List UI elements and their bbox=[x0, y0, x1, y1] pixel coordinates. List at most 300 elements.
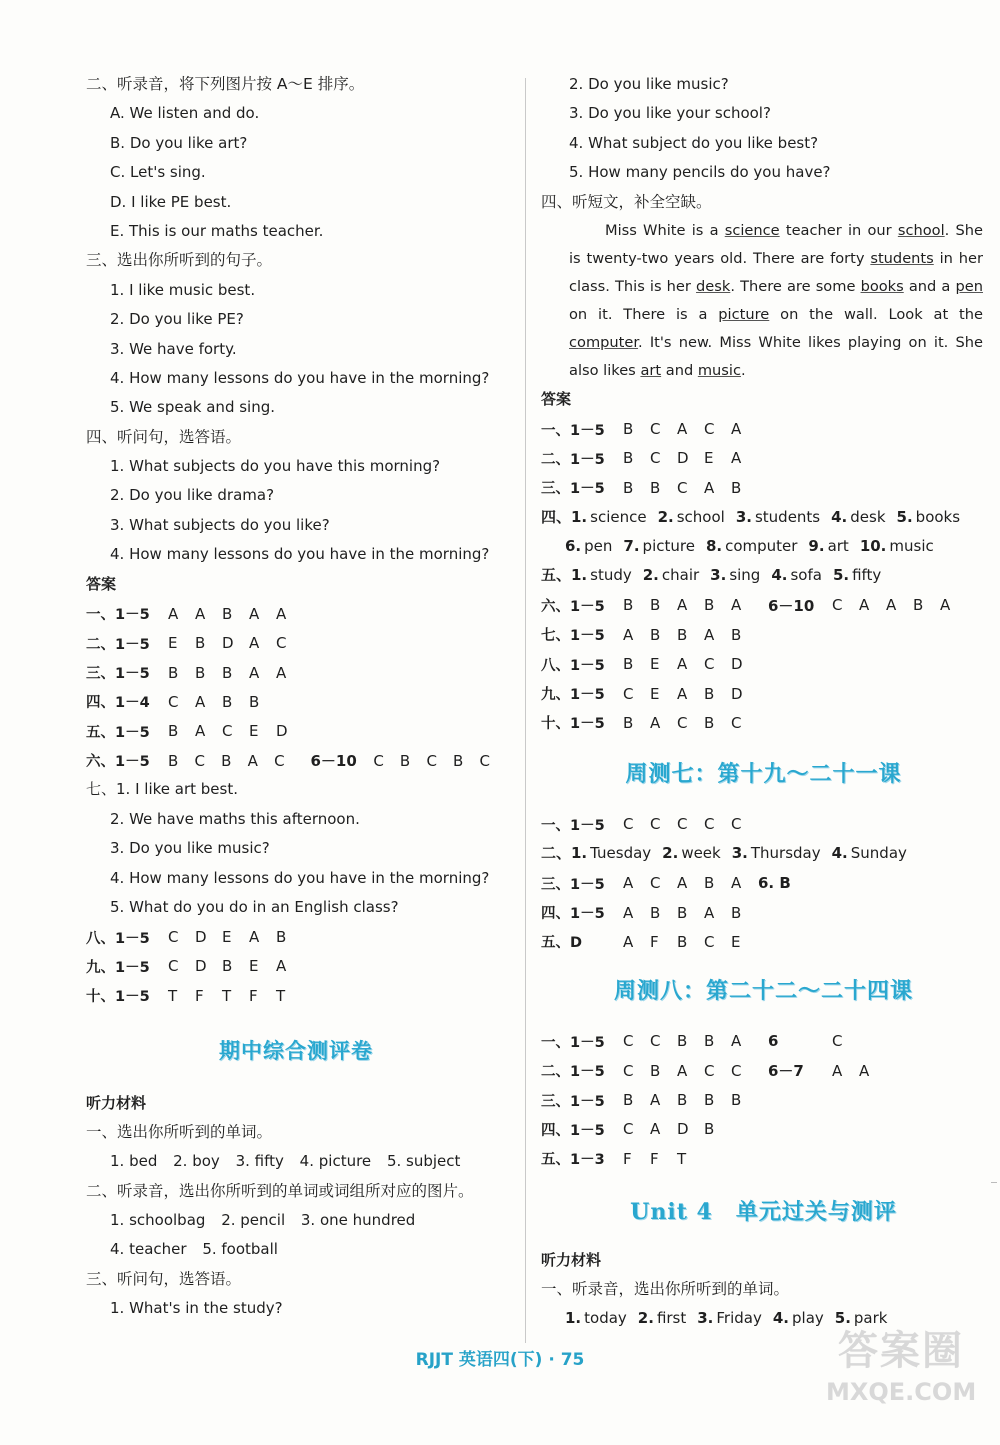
answer-value: A bbox=[886, 596, 897, 615]
answer-value: C bbox=[168, 928, 179, 947]
section-heading: 四、听短文，补全空缺。 bbox=[541, 192, 712, 211]
answer-value: B bbox=[913, 596, 924, 615]
answer-value: A bbox=[677, 1061, 688, 1080]
answer-value: D bbox=[731, 655, 743, 674]
left-column bbox=[86, 70, 506, 1324]
word-list bbox=[86, 1147, 506, 1176]
list-item: 4. What subject do you like best? bbox=[569, 133, 819, 152]
answer-row bbox=[541, 708, 986, 737]
list-item: 2. Do you like drama? bbox=[110, 486, 275, 505]
passage-segment: teacher in our bbox=[779, 221, 898, 239]
answer-7-list bbox=[86, 805, 506, 923]
answer-number: 9. bbox=[808, 536, 825, 555]
answer-value: A bbox=[249, 604, 260, 623]
answer-row bbox=[541, 1056, 986, 1085]
answer-value: E bbox=[650, 655, 660, 674]
answer-word bbox=[643, 561, 699, 590]
answer-value: B bbox=[704, 684, 715, 703]
midterm-title: 期中综合测评卷 bbox=[219, 1037, 373, 1063]
answer-value: C bbox=[373, 751, 384, 770]
unit4-title: Unit 4 单元过关与测评 bbox=[630, 1198, 897, 1225]
answer-value: A bbox=[249, 663, 260, 682]
answer-value: C bbox=[704, 420, 715, 439]
w8-row-2 bbox=[541, 1056, 986, 1085]
list-item: 1. I like music best. bbox=[110, 280, 256, 299]
list-item: 3. Do you like your school? bbox=[569, 104, 771, 123]
list-item: C. Let's sing. bbox=[110, 163, 206, 182]
answer-number: 5. bbox=[834, 1309, 851, 1328]
list-item: B. Do you like art? bbox=[110, 133, 248, 152]
answer-value: F bbox=[195, 986, 204, 1005]
answer-value: B bbox=[195, 663, 206, 682]
answer-value: B bbox=[677, 1091, 688, 1110]
answer-value: D bbox=[677, 449, 689, 468]
answer-label: 二、1－5 bbox=[541, 451, 605, 468]
answer-value: A bbox=[247, 751, 258, 770]
answer-label: 一、1－5 bbox=[541, 422, 605, 439]
answer-row bbox=[541, 927, 986, 956]
passage-segment: Miss White is a bbox=[605, 221, 725, 239]
answer-number: 5. bbox=[832, 566, 850, 585]
passage-segment: . bbox=[741, 361, 746, 379]
answer-text: picture bbox=[642, 536, 695, 555]
answer-value: B bbox=[650, 478, 661, 497]
answer-words-4b bbox=[541, 532, 986, 561]
filled-blank: picture bbox=[718, 305, 770, 323]
word-list bbox=[86, 1206, 506, 1235]
answer-value: C bbox=[731, 1061, 742, 1080]
word-list bbox=[86, 1235, 506, 1264]
answer-word bbox=[541, 561, 632, 590]
answer-value: A bbox=[276, 957, 287, 976]
answer-word bbox=[710, 561, 760, 590]
answer-value: A bbox=[731, 596, 742, 615]
answer-value: B bbox=[650, 903, 661, 922]
w8-row-4 bbox=[541, 1115, 986, 1144]
section-heading: 二、听录音，将下列图片按 A～E 排序。 bbox=[86, 75, 365, 93]
answer-value: A bbox=[195, 692, 206, 711]
answer-value: B bbox=[249, 692, 260, 711]
answer-row bbox=[86, 981, 506, 1010]
answer-value: A bbox=[623, 874, 634, 893]
sec3-list bbox=[86, 276, 506, 423]
answer-text: pen bbox=[584, 536, 613, 555]
answer-value: C bbox=[222, 722, 233, 741]
answer-rows bbox=[86, 922, 506, 1010]
answer-value: D bbox=[195, 957, 207, 976]
answer-word bbox=[732, 839, 821, 868]
list-item: E. This is our maths teacher. bbox=[110, 221, 324, 240]
sec4-list bbox=[86, 452, 506, 570]
week8-title: 周测八：第二十二～二十四课 bbox=[613, 977, 913, 1004]
answer-value: T bbox=[276, 986, 286, 1005]
answer-text: week bbox=[681, 844, 721, 863]
answer-text: sing bbox=[729, 566, 761, 585]
answer-number: 5. bbox=[896, 507, 913, 526]
answer-word bbox=[771, 561, 822, 590]
answer-label: 四、1－5 bbox=[541, 906, 605, 922]
list-item: 3. We have forty. bbox=[110, 339, 237, 358]
answer-word bbox=[541, 503, 647, 532]
passage-segment: . It's new. Miss White likes playing on it. She also likes bbox=[569, 333, 983, 379]
answer-rows bbox=[541, 414, 986, 502]
answer-value: B bbox=[704, 1091, 715, 1110]
list-item: A. We listen and do. bbox=[110, 104, 260, 123]
answer-text: Tuesday bbox=[590, 844, 652, 863]
answer-number: 3. bbox=[697, 1309, 714, 1328]
answer-text: Thursday bbox=[750, 844, 821, 863]
answer-row bbox=[541, 868, 986, 897]
answer-text: Sunday bbox=[850, 844, 907, 863]
section-heading: 一、选出你所听到的单词。 bbox=[86, 1122, 273, 1141]
answer-text: music bbox=[889, 536, 934, 555]
answer-value: B bbox=[677, 932, 688, 951]
answer-value: D bbox=[731, 684, 743, 703]
answer-value: B bbox=[704, 1120, 715, 1139]
answer-value: C bbox=[677, 478, 688, 497]
w7-row-1 bbox=[541, 810, 986, 839]
list-item: 3. Do you like music? bbox=[110, 839, 270, 858]
answer-value: C bbox=[731, 713, 742, 732]
answer-value: C bbox=[623, 1120, 634, 1139]
answer-text: chair bbox=[661, 566, 700, 585]
answer-row bbox=[86, 922, 506, 951]
answer-row bbox=[86, 717, 506, 746]
answer-row bbox=[541, 444, 986, 473]
answer-value: A bbox=[623, 903, 634, 922]
passage-segment: and bbox=[661, 361, 698, 379]
passage-segment: and a bbox=[903, 277, 956, 295]
w7-row-4 bbox=[541, 898, 986, 927]
answer-word bbox=[808, 532, 848, 561]
answer-label: 三、1－5 bbox=[86, 666, 150, 682]
answer-value: F bbox=[650, 932, 659, 951]
column-divider bbox=[525, 78, 526, 1343]
answer-value: B bbox=[623, 655, 634, 674]
listening-heading: 听力材料 bbox=[86, 1093, 147, 1112]
answer-value: C bbox=[426, 751, 437, 770]
answer-value: A bbox=[623, 625, 634, 644]
answer-label: 6－7 bbox=[768, 1062, 804, 1081]
answer-text: books bbox=[915, 507, 961, 526]
answer-value: C bbox=[194, 751, 206, 770]
answer-value: A bbox=[731, 420, 742, 439]
answer-words-4a bbox=[541, 503, 986, 532]
answer-value: B bbox=[731, 478, 742, 497]
answer-row bbox=[541, 473, 986, 502]
filled-blank: computer bbox=[569, 333, 639, 351]
answer-value: A bbox=[731, 449, 742, 468]
answer-value: C bbox=[704, 932, 715, 951]
answer-word bbox=[736, 503, 820, 532]
answer-label: 一、1－5 bbox=[541, 1034, 605, 1051]
word-item: 5. football bbox=[202, 1240, 278, 1259]
answer-value: C bbox=[731, 815, 742, 834]
answer-value: A bbox=[832, 1061, 843, 1080]
answer-number: 二、1. bbox=[541, 844, 588, 863]
section-heading: 三、听问句，选答语。 bbox=[86, 1269, 242, 1288]
list-item: 2. Do you like music? bbox=[569, 75, 729, 93]
filled-blank: desk bbox=[696, 277, 731, 295]
answer-row bbox=[86, 658, 506, 687]
word-item: 1. bed bbox=[110, 1152, 158, 1171]
answer-value: E bbox=[731, 932, 741, 951]
answer-value: C bbox=[677, 815, 688, 834]
word-item: 1. schoolbag bbox=[110, 1211, 206, 1230]
answer-number: 10. bbox=[859, 536, 887, 555]
answer-text: first bbox=[656, 1309, 687, 1328]
answer-value: A bbox=[623, 932, 634, 951]
answer-value: T bbox=[168, 986, 178, 1005]
answer-value: A bbox=[677, 420, 688, 439]
answer-value: A bbox=[650, 1120, 661, 1139]
answer-value: A bbox=[195, 604, 206, 623]
answer-value: B bbox=[650, 596, 661, 615]
answer-row bbox=[541, 1144, 986, 1173]
answer-value: F bbox=[249, 986, 258, 1005]
answer-text: students bbox=[754, 507, 821, 526]
answer-label: 一、1－5 bbox=[541, 817, 605, 834]
answer-label: 五、1－3 bbox=[541, 1152, 605, 1169]
answer-word bbox=[662, 839, 721, 868]
answer-value: B bbox=[704, 874, 715, 893]
list-item: 3. What subjects do you like? bbox=[110, 515, 330, 534]
answer-value: E bbox=[650, 684, 660, 703]
answer-number: 3. bbox=[735, 507, 752, 526]
answer-row bbox=[541, 898, 986, 927]
answer-value: B bbox=[650, 1061, 661, 1080]
answer-row bbox=[86, 628, 506, 657]
answer-value: C bbox=[650, 815, 661, 834]
answers-heading: 答案 bbox=[541, 389, 572, 408]
list-item: 1. What's in the study? bbox=[110, 1299, 283, 1318]
section-heading: 四、听问句，选答语。 bbox=[86, 427, 242, 446]
answer-value: C bbox=[623, 1061, 634, 1080]
answer-label: 六、1－5 bbox=[86, 754, 150, 771]
answer-number: 2. bbox=[642, 566, 659, 585]
answer-number: 五、1. bbox=[541, 566, 588, 585]
answer-word bbox=[860, 532, 934, 561]
answer-label: 五、1－5 bbox=[86, 724, 150, 741]
answer-text: computer bbox=[725, 536, 798, 555]
answer-value: B bbox=[623, 478, 634, 497]
answer-value: A bbox=[731, 874, 742, 893]
answer-value: F bbox=[650, 1149, 659, 1168]
filled-blank: students bbox=[870, 249, 934, 267]
answer-number: 四、1. bbox=[541, 507, 588, 526]
edge-mark bbox=[991, 1182, 997, 1183]
answer-value: A bbox=[650, 713, 661, 732]
answer-value: B bbox=[452, 751, 464, 770]
answer-value: D bbox=[222, 634, 234, 653]
answer-word bbox=[638, 1304, 686, 1333]
answer-number: 2. bbox=[657, 507, 674, 526]
answer-words-5 bbox=[541, 561, 986, 590]
answer-value: C bbox=[479, 751, 490, 770]
answer-value: A bbox=[704, 478, 715, 497]
answer-text: sofa bbox=[790, 566, 822, 585]
answer-rows bbox=[86, 599, 506, 746]
answer-value: B bbox=[677, 903, 688, 922]
answer-value: B bbox=[704, 596, 715, 615]
answer-value: B bbox=[650, 625, 661, 644]
filled-blank: school bbox=[897, 221, 945, 239]
answer-value: E bbox=[704, 449, 714, 468]
answer-row bbox=[86, 746, 506, 775]
answer-value: B bbox=[195, 634, 206, 653]
answer-text: today bbox=[584, 1309, 627, 1328]
answer-value: B bbox=[222, 604, 233, 623]
answer-label: 八、1－5 bbox=[541, 657, 605, 674]
answer-number: 4. bbox=[831, 507, 848, 526]
answer-row-6 bbox=[541, 591, 986, 620]
list-item: D. I like PE best. bbox=[110, 192, 232, 211]
answer-label: 二、1－5 bbox=[86, 636, 150, 653]
w7-row-3 bbox=[541, 868, 986, 897]
answer-value: A bbox=[940, 596, 951, 615]
answer-value: E bbox=[168, 634, 178, 653]
answer-label: 6－10 bbox=[310, 752, 357, 771]
answer-value: D bbox=[195, 928, 207, 947]
answer-value: A bbox=[249, 928, 260, 947]
answer-rows bbox=[541, 620, 986, 738]
section-heading: 一、听录音，选出你所听到的单词。 bbox=[541, 1279, 790, 1298]
answer-value: E bbox=[222, 928, 232, 947]
answer-value: B bbox=[623, 1091, 634, 1110]
answer-value: A bbox=[704, 625, 715, 644]
passage-segment: in her class. This is her bbox=[569, 249, 984, 295]
answer-value: A bbox=[704, 903, 715, 922]
passage-segment: . She is twenty-two years old. There are forty bbox=[569, 221, 983, 267]
list-item: 2. Do you like PE? bbox=[110, 310, 244, 329]
answer-text: art bbox=[827, 536, 849, 555]
answer-word bbox=[565, 1304, 627, 1333]
answer-value: B bbox=[677, 625, 688, 644]
watermark-text: 答案圈 bbox=[838, 1328, 964, 1374]
answer-number: 6. bbox=[565, 536, 582, 555]
filled-blank: science bbox=[724, 221, 780, 239]
answer-label: 九、1－5 bbox=[86, 959, 150, 976]
section-heading: 三、选出你所听到的句子。 bbox=[86, 251, 273, 270]
answer-text: Friday bbox=[716, 1309, 762, 1328]
answer-value: E bbox=[249, 722, 259, 741]
answer-value: A bbox=[677, 655, 688, 674]
answer-value: B bbox=[222, 663, 233, 682]
answer-label: 八、1－5 bbox=[86, 930, 150, 947]
answer-label: 九、1－5 bbox=[541, 687, 605, 704]
list-item: 4. How many lessons do you have in the morning? bbox=[110, 368, 490, 387]
answer-text: science bbox=[590, 507, 647, 526]
passage-segment: on it. There is a bbox=[569, 305, 719, 323]
answer-value: B bbox=[731, 1091, 742, 1110]
answer-value: D bbox=[677, 1120, 689, 1139]
answer-value: A bbox=[195, 722, 206, 741]
answer-value: A bbox=[276, 604, 287, 623]
answer-word bbox=[565, 532, 612, 561]
w7-row-2 bbox=[541, 839, 986, 868]
answer-value: C bbox=[650, 874, 661, 893]
answer-value: B bbox=[399, 751, 411, 770]
answer-label: 二、1－5 bbox=[541, 1064, 605, 1081]
answer-value: C bbox=[623, 684, 634, 703]
answer-value: A bbox=[859, 596, 870, 615]
answer-value: C bbox=[832, 1032, 843, 1051]
answer-word bbox=[897, 503, 961, 532]
answer-value: C bbox=[704, 1061, 715, 1080]
answer-word bbox=[706, 532, 797, 561]
word-item: 4. picture bbox=[299, 1152, 372, 1171]
answer-row bbox=[86, 599, 506, 628]
word-item: 4. teacher bbox=[110, 1240, 187, 1259]
answer-row bbox=[541, 414, 986, 443]
answer-text: fifty bbox=[852, 566, 882, 585]
answer-number: 4. bbox=[831, 844, 848, 863]
answer-row bbox=[86, 952, 506, 981]
answer-value: B bbox=[168, 722, 179, 741]
answer-value: A bbox=[650, 1091, 661, 1110]
answer-value: C bbox=[650, 449, 661, 468]
answer-word bbox=[697, 1304, 762, 1333]
answer-value: C bbox=[704, 655, 715, 674]
answer-value: A bbox=[249, 634, 260, 653]
list-item: 1. What subjects do you have this morning? bbox=[110, 457, 441, 476]
answer-label: 一、1－5 bbox=[86, 607, 150, 624]
section-heading: 二、听录音，选出你所听到的单词或词组所对应的图片。 bbox=[86, 1181, 474, 1200]
answer-label: 六、1－5 bbox=[541, 598, 605, 615]
answer-value: B bbox=[623, 596, 634, 615]
answer-label: 6－10 bbox=[768, 596, 815, 615]
answer-value: C bbox=[677, 713, 688, 732]
answer-value: C bbox=[832, 596, 843, 615]
answer-value: B bbox=[221, 751, 232, 770]
answer-row bbox=[541, 679, 986, 708]
answer-value: C bbox=[276, 634, 287, 653]
word-item: 3. fifty bbox=[235, 1152, 284, 1171]
answer-label: 十、1－5 bbox=[86, 989, 150, 1006]
answer-value: B bbox=[168, 663, 179, 682]
watermark-logo bbox=[826, 1325, 976, 1425]
w8-row-1 bbox=[541, 1027, 986, 1056]
answer-value: A bbox=[731, 1032, 742, 1051]
answer-row bbox=[86, 687, 506, 716]
answer-label: 三、1－5 bbox=[541, 481, 605, 498]
answer-word bbox=[541, 839, 651, 868]
word-item: 5. subject bbox=[386, 1152, 461, 1171]
answer-text: park bbox=[853, 1309, 888, 1328]
answer-number: 1. bbox=[565, 1309, 582, 1328]
passage bbox=[541, 217, 983, 385]
answer-7-first: 七、1. I like art best. bbox=[86, 780, 238, 799]
answer-value: T bbox=[222, 986, 232, 1005]
answer-row bbox=[541, 810, 986, 839]
answer-number: 3. bbox=[731, 844, 748, 863]
answer-value: B bbox=[623, 449, 634, 468]
w8-row-3 bbox=[541, 1085, 986, 1114]
answer-value: A bbox=[677, 684, 688, 703]
answer-value: A bbox=[859, 1061, 870, 1080]
answer-value: D bbox=[276, 722, 288, 741]
answer-value: B bbox=[222, 692, 233, 711]
answer-row bbox=[541, 620, 986, 649]
answer-word bbox=[658, 503, 725, 532]
answer-value: F bbox=[623, 1149, 632, 1168]
answer-value: C bbox=[168, 957, 179, 976]
passage-segment: on the wall. Look at the bbox=[769, 305, 983, 323]
answer-value: B bbox=[168, 751, 179, 770]
answer-value: C bbox=[168, 692, 179, 711]
answer-label: 四、1－4 bbox=[86, 695, 150, 712]
answer-label: 十、1－5 bbox=[541, 716, 605, 733]
